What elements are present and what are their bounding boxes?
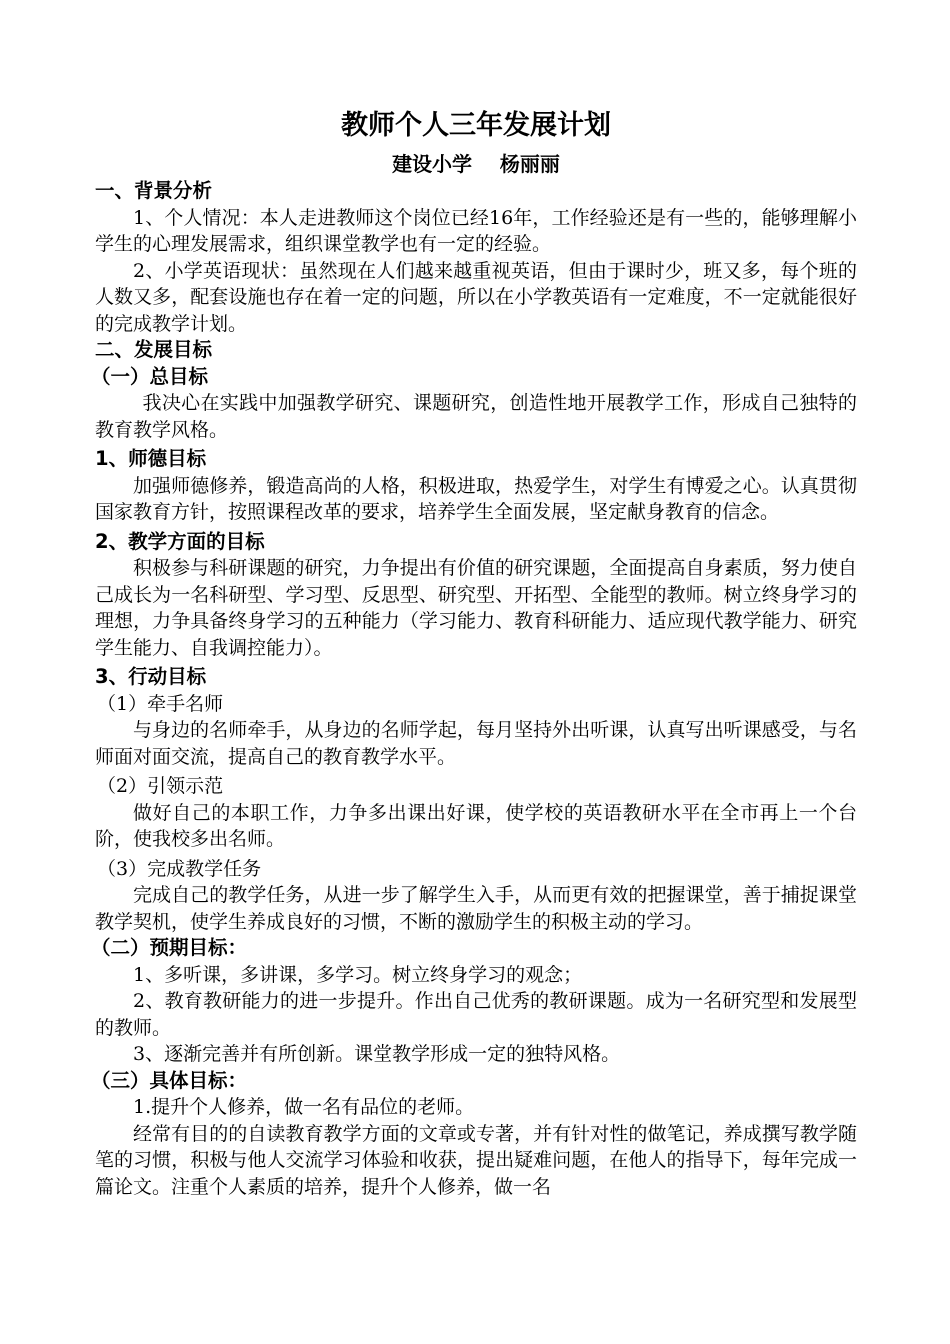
paragraph-specific-goal-1: 经常有目的的自读教育教学方面的文章或专著，并有针对性的做笔记，养成撰写教学随笔的习惯，积极与他人交流学习体验和收获，提出疑难问题，在他人的指导下，每年完成一篇论文。注重个人素质的培养，提升个人修养，做一名 (95, 1122, 857, 1198)
heading-teaching-goal: 2、教学方面的目标 (95, 529, 265, 553)
paragraph-action-1: 与身边的名师牵手，从身边的名师学起，每月坚持外出听课，认真写出听课感受，与名师面对面交流，提高自己的教育教学水平。 (95, 719, 857, 768)
heading-action-goal: 3、行动目标 (95, 665, 207, 688)
action-item-label-1: （1）牵手名师 (97, 692, 224, 715)
expected-goal-2: 2、教育教研能力的进一步提升。作出自己优秀的教研课题。成为一名研究型和发展型的教师。 (95, 990, 857, 1039)
paragraph-overall-goal: 我决心在实践中加强教学研究、课题研究，创造性地开展教学工作，形成自己独特的教育教学风格。 (95, 392, 857, 441)
action-item-label-3: （3）完成教学任务 (97, 857, 262, 880)
action-item-label-2: （2）引领示范 (97, 775, 224, 797)
paragraph-ethics-goal: 加强师德修养，锻造高尚的人格，积极进取，热爱学生，对学生有博爱之心。认真贯彻国家教育方针，按照课程改革的要求，培养学生全面发展，坚定献身教育的信念。 (95, 474, 857, 523)
subheading-specific-goal: （三）具体目标： (91, 1068, 248, 1092)
heading-ethics-goal: 1、师德目标 (95, 447, 207, 470)
document-author: 建设小学 杨丽丽 (392, 152, 560, 176)
subheading-expected-goal: （二）预期目标： (91, 936, 248, 959)
paragraph-action-2: 做好自己的本职工作，力争多出课出好课，使学校的英语教研水平在全市再上一个台阶，使我校多出名师。 (95, 801, 857, 850)
paragraph-action-3: 完成自己的教学任务，从进一步了解学生入手，从而更有效的把握课堂，善于捕捉课堂教学契机，使学生养成良好的习惯，不断的激励学生的积极主动的学习。 (95, 884, 857, 933)
subheading-overall-goal: （一）总目标 (91, 364, 209, 388)
specific-goal-1: 1.提升个人修养，做一名有品位的老师。 (133, 1096, 475, 1118)
paragraph-teaching-goal: 积极参与科研课题的研究，力争提出有价值的研究课题，全面提高自身素质，努力使自己成长为一名科研型、学习型、反思型、研究型、开拓型、全能型的教师。树立终身学习的理想，力争具备终身学习的五种能力（学习能力、教育科研能力、适应现代教学能力、研究学生能力、自我调控能力）。 (95, 557, 857, 659)
paragraph-personal-situation: 1、个人情况：本人走进教师这个岗位已经16年，工作经验还是有一些的，能够理解小学生的心理发展需求，组织课堂教学也有一定的经验。 (95, 206, 857, 255)
expected-goal-3: 3、逐渐完善并有所创新。课堂教学形成一定的独特风格。 (133, 1043, 621, 1065)
document-title: 教师个人三年发展计划 (341, 110, 611, 141)
section-heading-goals: 二、发展目标 (95, 338, 213, 361)
section-heading-background: 一、背景分析 (95, 179, 213, 202)
expected-goal-1: 1、多听课，多讲课，多学习。树立终身学习的观念； (133, 963, 583, 986)
paragraph-english-status: 2、小学英语现状：虽然现在人们越来越重视英语，但由于课时少，班又多，每个班的人数又多，配套设施也存在着一定的问题，所以在小学教英语有一定难度，不一定就能很好的完成教学计划。 (95, 259, 857, 335)
document-page (91, 100, 857, 1200)
